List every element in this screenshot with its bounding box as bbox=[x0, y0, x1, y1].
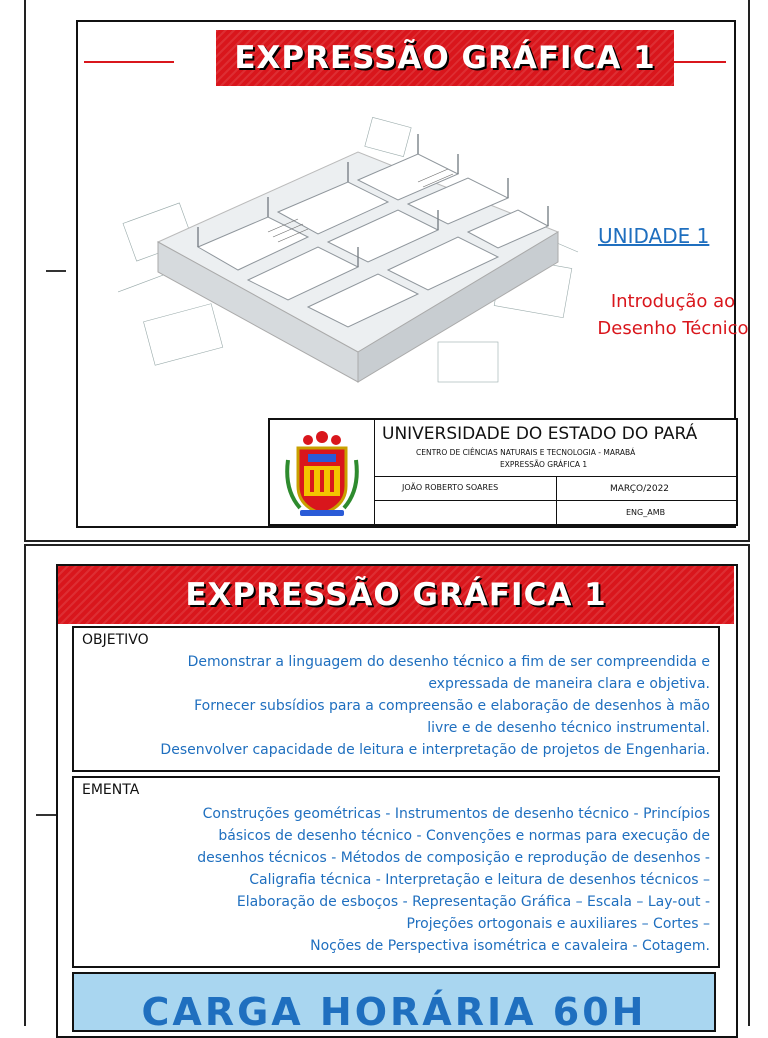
objetivo-heading: OBJETIVO bbox=[82, 632, 149, 648]
slide-1 bbox=[24, 0, 750, 542]
title-block bbox=[268, 418, 738, 526]
margin-tick bbox=[46, 270, 66, 272]
slide-1-title: EXPRESSÃO GRÁFICA 1 bbox=[216, 30, 674, 86]
objetivo-box bbox=[72, 626, 720, 772]
date: MARÇO/2022 bbox=[610, 484, 670, 494]
ementa-line: básicos de desenho técnico - Convenções e normas para execução de bbox=[218, 828, 710, 844]
ementa-box bbox=[72, 776, 720, 968]
building-cutaway-illustration bbox=[118, 112, 588, 392]
objetivo-line: Fornecer subsídios para a compreensão e elaboração de desenhos à mão bbox=[194, 698, 710, 714]
banner-rule-left bbox=[84, 61, 174, 63]
objetivo-line: Demonstrar a linguagem do desenho técnico a fim de ser compreendida e bbox=[187, 654, 710, 670]
objetivo-line: expressada de maneira clara e objetiva. bbox=[428, 676, 710, 692]
ementa-line: desenhos técnicos - Métodos de composição e reprodução de desenhos - bbox=[197, 850, 710, 866]
university-crest-icon bbox=[270, 420, 375, 524]
carga-horaria-banner: CARGA HORÁRIA 60H bbox=[72, 972, 716, 1032]
university-name: UNIVERSIDADE DO ESTADO DO PARÁ bbox=[382, 424, 698, 444]
ementa-line: Noções de Perspectiva isométrica e cavaleira - Cotagem. bbox=[310, 938, 710, 954]
ementa-line: Construções geométricas - Instrumentos de desenho técnico - Princípios bbox=[202, 806, 710, 822]
course-name: EXPRESSÃO GRÁFICA 1 bbox=[500, 460, 588, 469]
course-code: ENG_AMB bbox=[626, 508, 666, 517]
title-block-row-divider-2 bbox=[374, 500, 736, 501]
ementa-line: Elaboração de esboços - Representação Gráfica – Escala – Lay-out - bbox=[236, 894, 710, 910]
unit-title: UNIDADE 1 bbox=[598, 224, 710, 248]
unit-subtitle-line-1: Introdução ao bbox=[610, 291, 736, 312]
ementa-line: Projeções ortogonais e auxiliares – Cortes – bbox=[406, 916, 710, 932]
banner-rule-right bbox=[668, 61, 726, 63]
title-block-row-divider-1 bbox=[374, 476, 736, 477]
slide-2 bbox=[24, 544, 750, 1034]
ementa-heading: EMENTA bbox=[82, 782, 140, 798]
ementa-line: Caligrafia técnica - Interpretação e leitura de desenhos técnicos – bbox=[249, 872, 710, 888]
unit-subtitle-line-2: Desenho Técnico bbox=[597, 318, 749, 339]
unit-subtitle bbox=[568, 288, 768, 342]
title-block-col-divider bbox=[556, 476, 557, 524]
objetivo-line: livre e de desenho técnico instrumental. bbox=[427, 720, 710, 736]
slide-2-title: EXPRESSÃO GRÁFICA 1 bbox=[58, 566, 734, 624]
author-name: JOÃO ROBERTO SOARES bbox=[402, 483, 499, 492]
center-name: CENTRO DE CIÊNCIAS NATURAIS E TECNOLOGIA - MARABÁ bbox=[416, 448, 636, 457]
objetivo-line: Desenvolver capacidade de leitura e interpretação de projetos de Engenharia. bbox=[160, 742, 710, 758]
